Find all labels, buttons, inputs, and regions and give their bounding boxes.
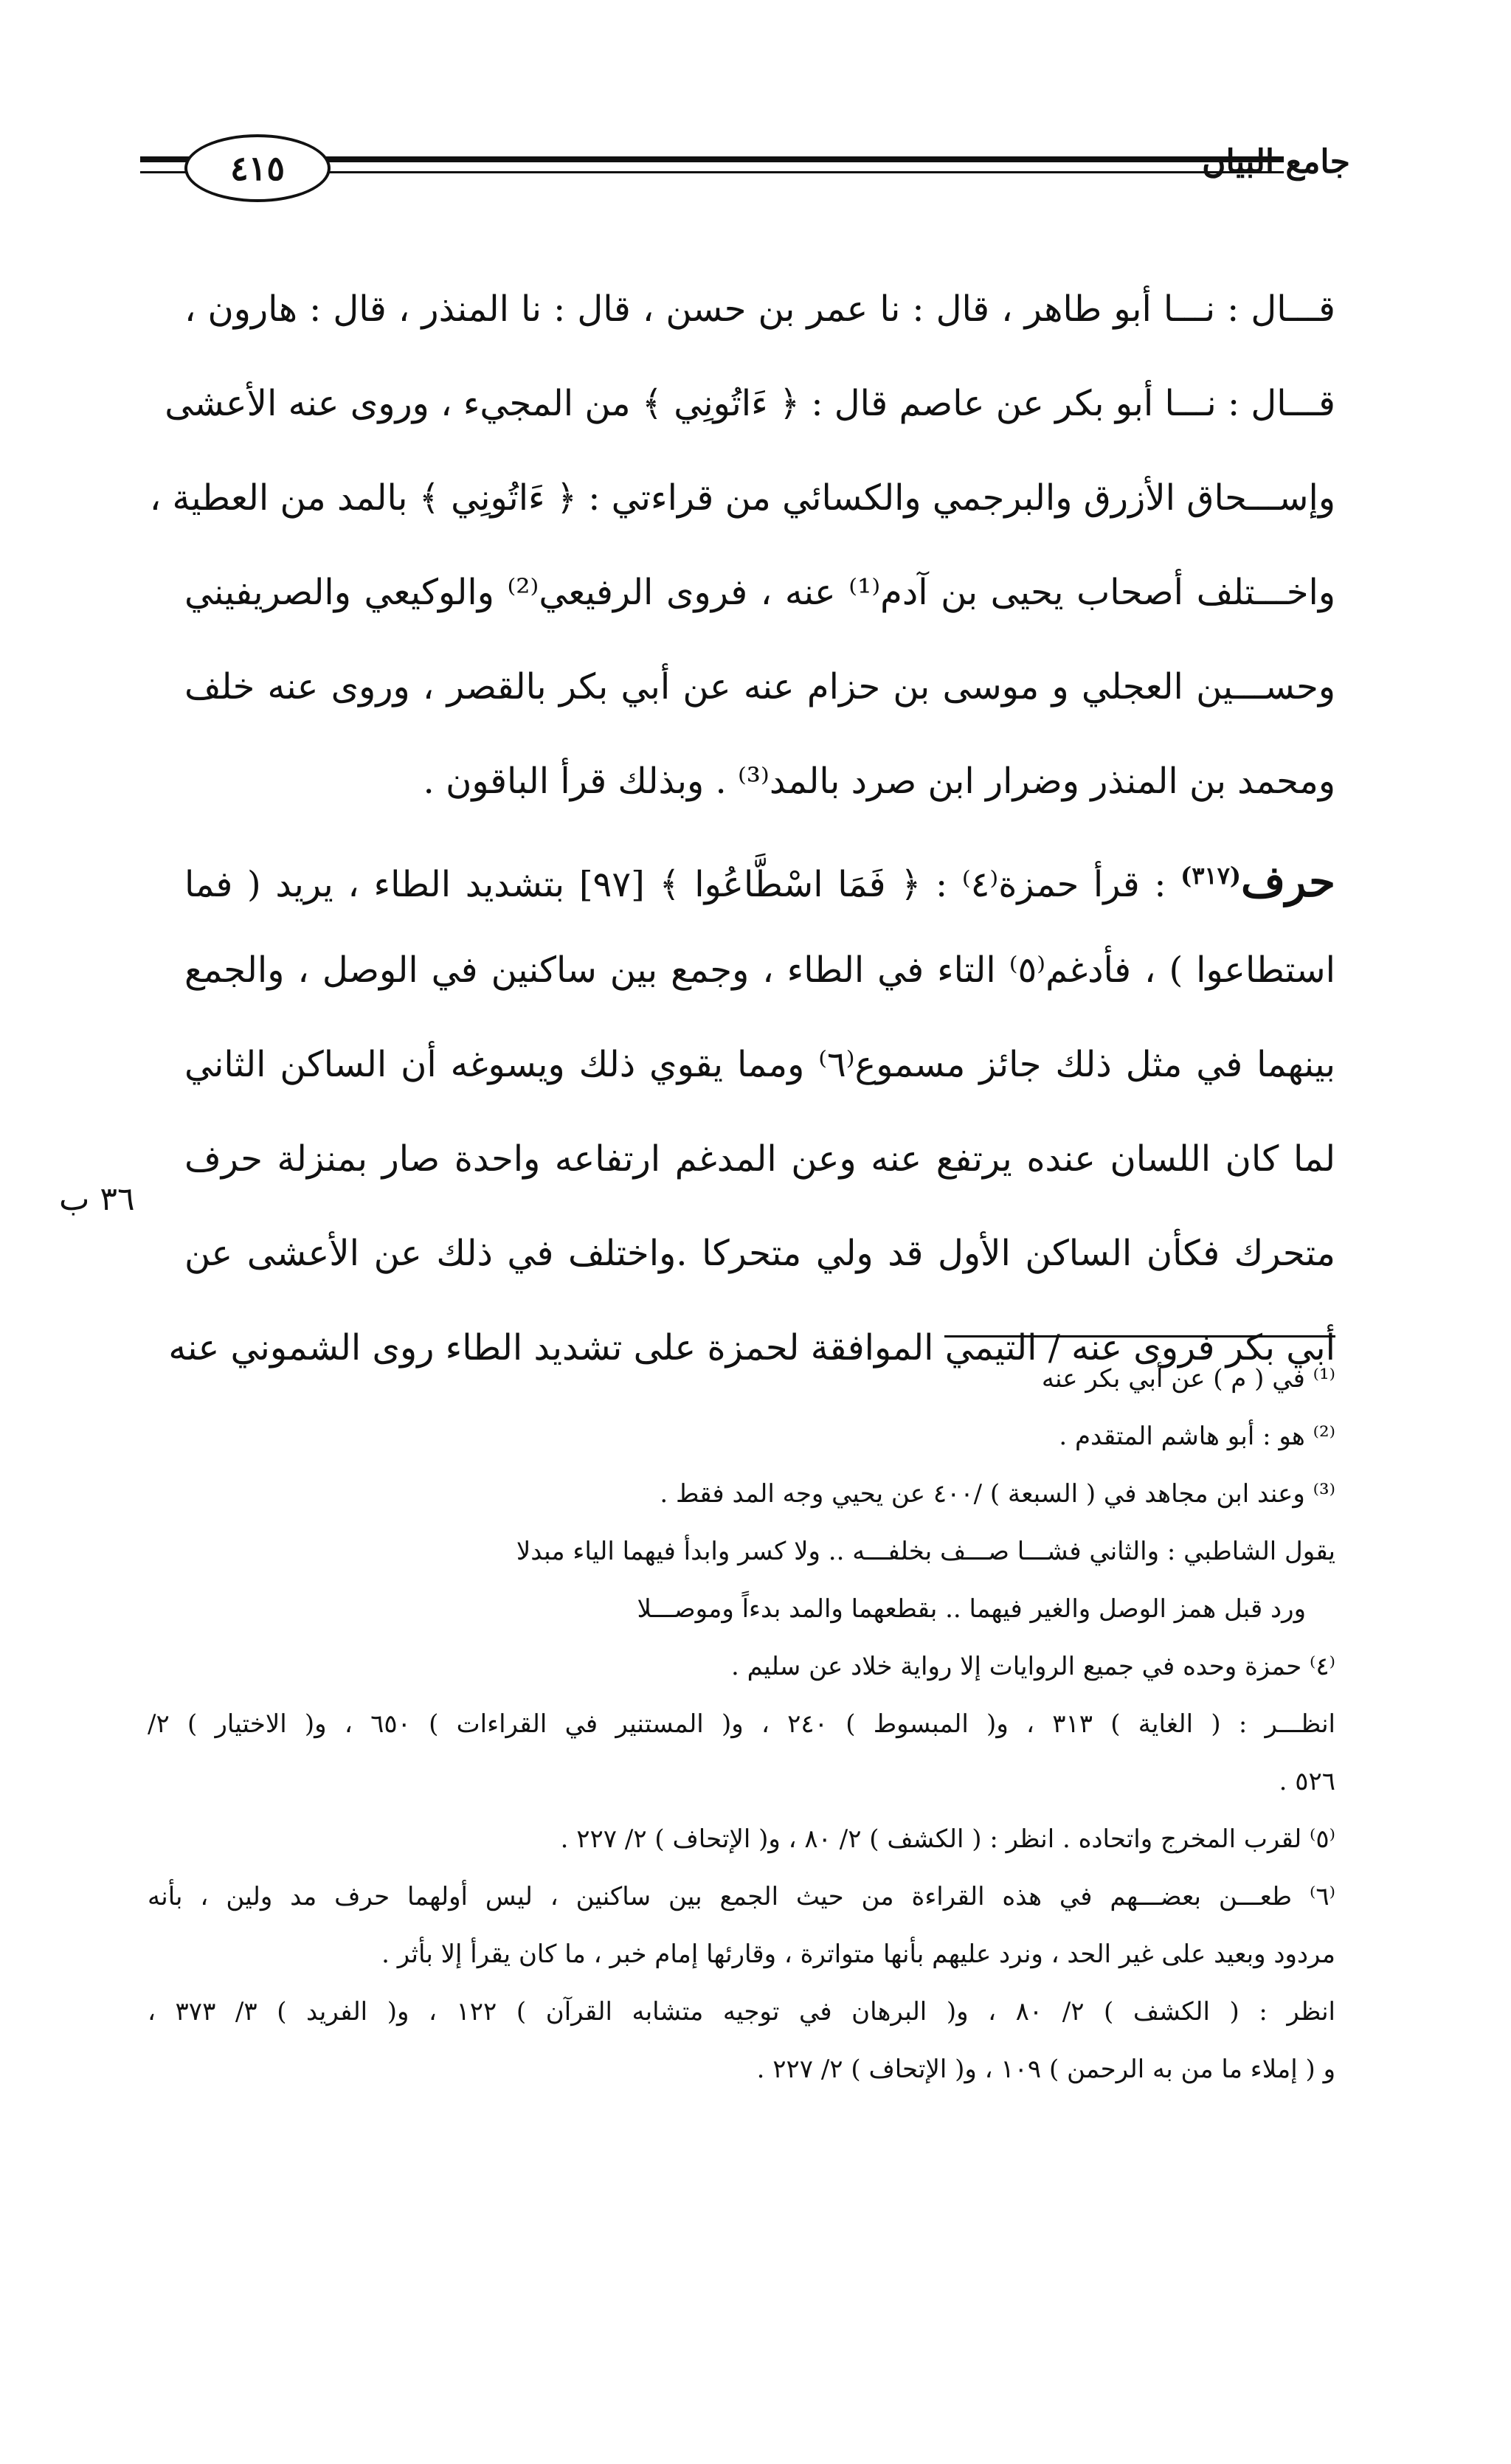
header-rule-left-top	[140, 156, 192, 162]
text-line-5: وحســـين العجلي و موسى بن حزام عنه عن أبي بكر بالقصر ، وروى عنه خلف	[184, 666, 1335, 707]
text-line-10: لما كان اللسان عنده يرتفع عنه وعن المدغم ارتفاعه واحدة صار بمنزلة حرف	[184, 1138, 1335, 1180]
harf-line-text: : قرأ حمزة⁽٤⁾ : ﴿ فَمَا اسْطَّاعُوا ﴾ [٩٧] بتشديد الطاء ، يريد ( فما	[184, 864, 1166, 905]
text-line-11: متحرك فكأن الساكن الأول قد ولي متحركا .واختلف في ذلك عن الأعشى عن	[184, 1233, 1335, 1274]
text-line-3: وإســـحاق الأزرق والبرجمي والكسائي من قراءتي : ﴿ ءَاتُونِي ﴾ بالمد من العطية ،	[149, 477, 1335, 519]
text-line-12: أبي بكر فروى عنه / التيمي الموافقة لحمزة على تشديد الطاء روى الشموني عنه	[168, 1327, 1335, 1368]
footnote-6: ⁽٦⁾ طعـــن بعضـــهم في هذه القراءة من حيث الجمع بين ساكنين ، ليس أولهما حرف مد ولين ، بأنه	[148, 1882, 1335, 1911]
text-line-6: ومحمد بن المنذر وضرار ابن صرد بالمد⁽³⁾ . وبذلك قرأ الباقون .	[423, 761, 1335, 802]
footnote-6-refs: انظر : ( الكشف ) ٢/ ٨٠ ، و( البرهان في توجيه متشابه القرآن ) ١٢٢ ، و( الفريد ) ٣/ ٣٧٣ ،	[148, 1997, 1335, 2027]
footnote-5: ⁽٥⁾ لقرب المخرج واتحاده . انظر : ( الكشف ) ٢/ ٨٠ ، و( الإتحاف ) ٢/ ٢٢٧ .	[560, 1824, 1335, 1854]
text-line-2: قـــال : نـــا أبو بكر عن عاصم قال : ﴿ ءَاتُونِي ﴾ من المجيء ، وروى عنه الأعشى	[165, 383, 1335, 424]
footnote-3-verse-1: يقول الشاطبي : والثاني فشـــا صـــف بخلفـــه .. ولا كسر وابدأ فيهما الياء مبدلا	[516, 1537, 1335, 1566]
footnotes	[148, 1350, 1335, 2098]
text-line-8: استطاعوا ) ، فأدغم⁽٥⁾ التاء في الطاء ، وجمع بين ساكنين في الوصل ، والجمع	[184, 949, 1335, 991]
footnote-2: ⁽²⁾ هو : أبو هاشم المتقدم .	[1059, 1422, 1335, 1451]
margin-folio-note: ٣٦ ب	[59, 1180, 135, 1218]
harf-label: حرف	[1241, 856, 1335, 907]
header-rule-top	[325, 156, 1284, 162]
page-number: ٤١٥	[184, 134, 331, 202]
header-rule-bottom	[325, 171, 1284, 173]
footnote-4: ⁽٤⁾ حمزة وحده في جميع الروايات إلا رواية خلاد عن سليم .	[731, 1652, 1335, 1681]
footnote-3: ⁽³⁾ وعند ابن مجاهد في ( السبعة ) /٤٠٠ عن يحيي وجه المد فقط .	[660, 1479, 1335, 1509]
harf-number: (٣١٧)	[1180, 862, 1242, 890]
book-title: جامع البيان	[1202, 143, 1350, 181]
text-line-9: بينهما في مثل ذلك جائز مسموع⁽٦⁾ ومما يقوي ذلك ويسوغه أن الساكن الثاني	[184, 1044, 1335, 1085]
footnote-1: ⁽¹⁾ في ( م ) عن أبي بكر عنه	[1041, 1364, 1335, 1394]
footnote-6-cont: مردود وبعيد على غير الحد ، ونرد عليهم بأنها متواترة ، وقارئها إمام خبر ، ما كان يقرأ إلا بأثر .	[381, 1939, 1335, 1969]
page-header	[140, 125, 1350, 207]
text-line-1: قـــال : نـــا أبو طاهر ، قال : نا عمر بن حسن ، قال : نا المنذر ، قال : هارون ،	[184, 288, 1335, 330]
footnote-4-refs-cont: ٥٢٦ .	[1279, 1767, 1335, 1796]
footnote-4-refs: انظـــر : ( الغاية ) ٣١٣ ، و( المبسوط ) ٢٤٠ ، و( المستنير في القراءات ) ٦٥٠ ، و( الاختيار ) ٢/	[148, 1709, 1335, 1739]
footnote-separator	[944, 1335, 1335, 1337]
footnote-6-refs-cont: و ( إملاء ما من به الرحمن ) ١٠٩ ، و( الإتحاف ) ٢/ ٢٢٧ .	[756, 2055, 1335, 2084]
footnote-3-verse-2: ورد قبل همز الوصل والغير فيهما .. بقطعهما والمد بدءاً وموصـــلا	[637, 1594, 1306, 1624]
text-line-4: واخـــتلف أصحاب يحيى بن آدم⁽¹⁾ عنه ، فروى الرفيعي⁽²⁾ والوكيعي والصريفيني	[184, 572, 1336, 613]
harf-line	[184, 828, 1335, 923]
main-text	[149, 262, 1336, 1395]
